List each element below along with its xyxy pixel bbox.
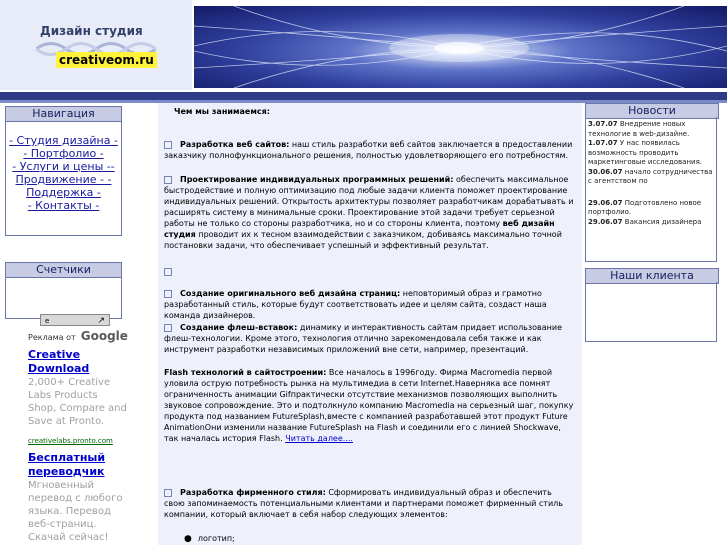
- ad-title-1[interactable]: Creative Download: [28, 348, 90, 375]
- news-list: [585, 117, 717, 262]
- google-logo[interactable]: Google: [80, 329, 128, 343]
- nav-list: [5, 122, 122, 236]
- section-branding-title: Разработка фирменного стиля:: [180, 488, 326, 497]
- list-item: [184, 533, 594, 545]
- section-flash-history: [164, 367, 574, 444]
- studio-title: Дизайн студия: [40, 24, 143, 38]
- news-item: [588, 139, 714, 168]
- section-flash-history-title: Flash технологий в сайтостроении:: [164, 368, 327, 377]
- news-item: [588, 199, 714, 218]
- section-flash-history-text: Все началось в 1996году. Фирма Macromedia первой уловила острую потребность рынка на мультимедиа в сети Internet.Наверняка все помнят ограниченность анимации Gifпрактически отсутствие механизмов позволяющих выполнить звуковое сопровождение. Это и подтолкнуло компанию Macromedia на серьезный шаг, покупку продукта под названием FutureSplash,вместе с компанией разработавшей этот продукт Future AnimationОни изменили название FutureSplash на Flash и соединили его с линией Shockwave, так началась история Flash.: [164, 368, 574, 443]
- nav-link-services[interactable]: - Услуги и цены --: [12, 160, 115, 173]
- counter-text: e: [45, 317, 50, 325]
- bullet-icon: [164, 324, 172, 332]
- news-text: Вакансия дизайнера: [624, 217, 702, 226]
- nav-title: Навигация: [5, 106, 122, 122]
- bullet-icon: [164, 290, 172, 298]
- read-more-link[interactable]: Читать далее....: [285, 434, 353, 443]
- nav-link-contacts[interactable]: - Контакты -: [27, 199, 100, 212]
- section-software-text2: проводит их к тесном взаимодействии с заказчиком, добиваясь максимально точной постановки задачи, что обеспечивает успешный и эффективный результат.: [164, 230, 562, 250]
- section-software: [164, 174, 574, 251]
- counters-title: Счетчики: [5, 262, 122, 278]
- nav-link-promotion[interactable]: Продвижение - -: [15, 173, 112, 186]
- empty-bullet: [164, 266, 574, 277]
- clients-title: Наши клиента: [585, 268, 719, 284]
- section-software-strong: веб дизайн студия: [164, 219, 555, 239]
- news-date: 29.06.07: [588, 198, 623, 207]
- news-text: Подготовлено новое портфолио.: [588, 198, 702, 216]
- brand-logo[interactable]: creativeom.ru: [56, 52, 157, 68]
- news-date: 29.06.07: [588, 217, 623, 226]
- ad-text-1: 2,000+ Creative Labs Products Shop, Compare and Save at Pronto.: [28, 377, 127, 427]
- ad-title-2[interactable]: Бесплатный переводчик: [28, 451, 106, 478]
- news-date: 30.06.07: [588, 167, 623, 176]
- header-divider: [0, 92, 727, 100]
- section-web-dev: [164, 139, 574, 161]
- nav-panel: [5, 106, 122, 236]
- list-bullet-icon: ●: [184, 534, 192, 544]
- counters-panel: [5, 262, 122, 326]
- news-item: [588, 120, 714, 139]
- ads-header: [28, 325, 128, 344]
- content-heading: Чем мы занимаемся:: [174, 107, 270, 116]
- news-date: 3.07.07: [588, 120, 618, 128]
- nav-link-portfolio[interactable]: - Портфолио -: [23, 147, 104, 160]
- bullet-icon: [164, 489, 172, 497]
- news-title: Новости: [585, 103, 719, 119]
- section-design-text: неповторимый образ и грамотно разработанный стиль, которые будут соответствовать идее и целям сайта, создаст наша команда дизайнеров.: [164, 289, 547, 320]
- news-text: У нас появилась возможность проводить маркетинговые исследования.: [588, 139, 703, 166]
- ad-text-2: Мгновенный перевод с любого языка. Перевод веб-страниц. Скачай сейчас!: [28, 480, 123, 543]
- section-web-dev-text: наш стиль разработки веб сайтов заключается в предоставлении заказчику полнофункционального решения, полностью удовлетворяющего его потребностям.: [164, 140, 573, 160]
- header-banner: [194, 6, 727, 88]
- bullet-icon: [164, 268, 172, 276]
- news-date: 1.07.07: [588, 139, 618, 147]
- news-item: [588, 168, 714, 187]
- section-flash-title: Создание флеш-вставок:: [180, 323, 298, 332]
- clients-list: [585, 282, 717, 342]
- bullet-icon: [164, 141, 172, 149]
- banner-art: [194, 6, 727, 88]
- news-text: Внедрение новых технологие в web-дизайне.: [588, 120, 690, 138]
- news-item: [588, 218, 714, 228]
- nav-link-support[interactable]: Поддержка -: [26, 186, 101, 199]
- counters-body: [5, 278, 122, 326]
- section-design-title: Создание оригинального веб дизайна страниц:: [180, 289, 401, 298]
- section-branding-text: Сформировать индивидуальный образ и обеспечить свою запоминаемость потенциальными клиентами и партнерами поможет фирменный стиль компании, который включает в себя набор следующих элементов:: [164, 488, 563, 519]
- section-software-title: Проектирование индивидуальных программных решений:: [180, 175, 454, 184]
- ads-label: Реклама от: [28, 333, 76, 342]
- ads-block: [28, 325, 128, 544]
- section-software-text: обеспечить максимальное быстродействие и полную оптимизацию под любые задачи клиента поможет проектирование индивидуальных решений. Открытость архитектуры позволяет разработчикам дорабатывать и расширять систему в минимальные сроки. Проектирование этой задачи требует серьезной работы не только со стороны разработчика, но и со стороны клиента, поэтому: [164, 175, 574, 228]
- list-item-text: логотип;: [197, 534, 235, 543]
- section-flash: [164, 322, 574, 355]
- nav-link-studio[interactable]: - Студия дизайна -: [9, 134, 118, 147]
- main-content: [158, 103, 582, 545]
- arrow-icon: ↗: [97, 316, 105, 326]
- news-text: начало сотрудничества с агентством по: [588, 167, 713, 185]
- bullet-icon: [164, 176, 172, 184]
- section-web-dev-title: Разработка веб сайтов:: [180, 140, 290, 149]
- ad-url-1[interactable]: creativelabs.pronto.com: [28, 437, 113, 445]
- section-design: [164, 288, 574, 321]
- section-flash-text: динамику и интерактивность сайтам придает использование флеш-технологии. Кроме этого, технология отлично зарекомендовала себя также и как инструмент разработки независимых приложений вне сети, например, презентаций.: [164, 323, 563, 354]
- section-branding: [164, 487, 574, 520]
